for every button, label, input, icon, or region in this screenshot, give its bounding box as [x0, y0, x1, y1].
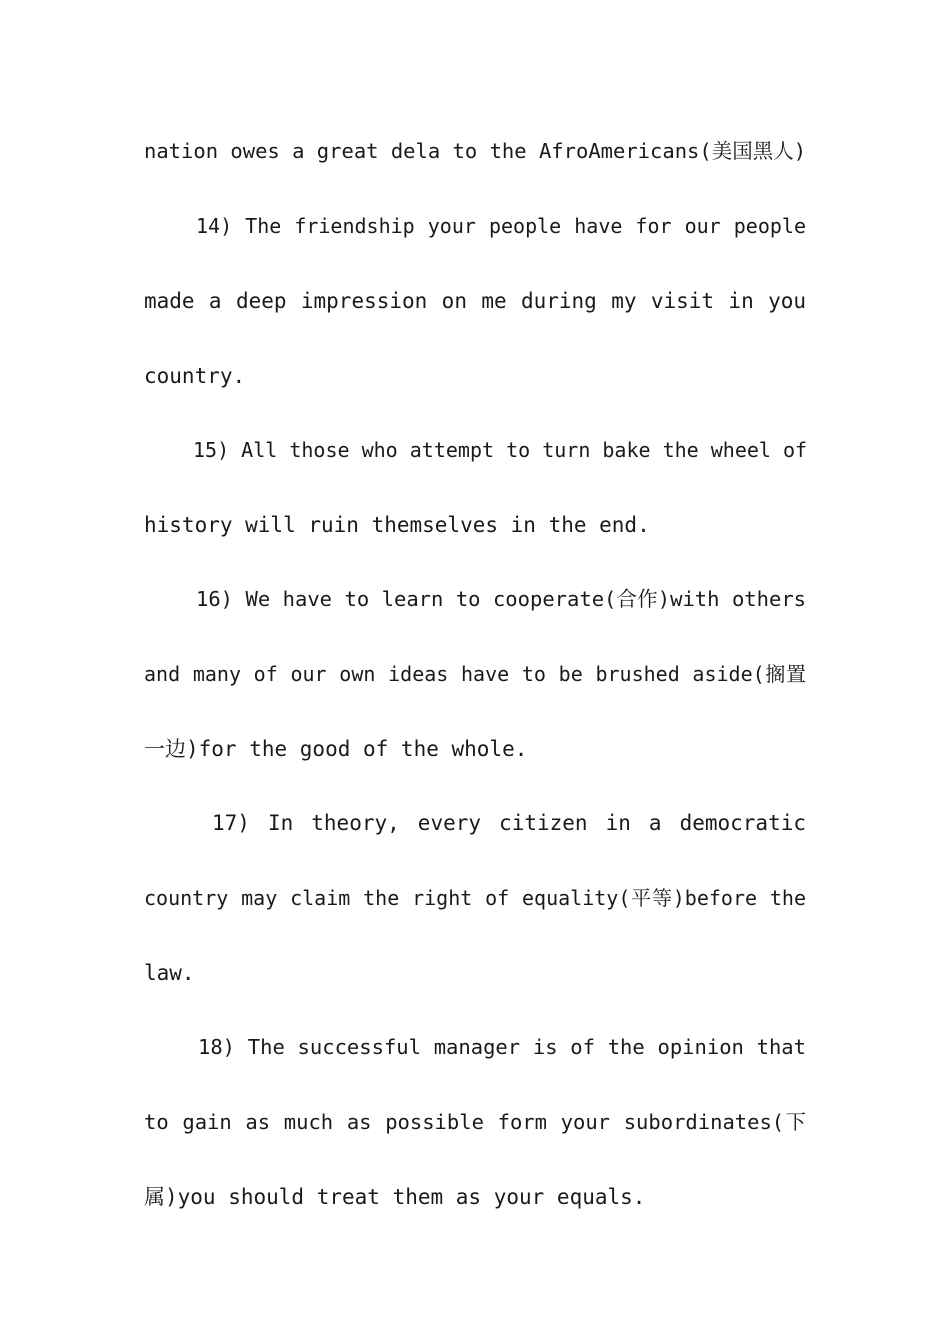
text-line: to gain as much as possible form your subordinates(下: [144, 1110, 806, 1134]
item-14-first-line: 14) The friendship your people have for our people: [196, 214, 806, 238]
text-line: 属)you should treat them as your equals.: [144, 1185, 646, 1209]
item-15-first-line: 15) All those who attempt to turn bake the wheel of: [193, 438, 808, 462]
text-line: 一边)for the good of the whole.: [144, 737, 528, 761]
text-line: made a deep impression on me during my visit in you: [144, 289, 806, 313]
text-line: country may claim the right of equality(平等)before the: [144, 886, 806, 910]
text-line: and many of our own ideas have to be brushed aside(搁置: [144, 662, 806, 686]
text-line: law.: [144, 961, 195, 985]
text-line: country.: [144, 364, 246, 388]
item-17-first-line: 17) In theory, every citizen in a democratic: [212, 811, 806, 835]
item-16-first-line: 16) We have to learn to cooperate(合作)with others: [196, 587, 806, 611]
text-line: history will ruin themselves in the end.: [144, 513, 650, 537]
item-18-first-line: 18) The successful manager is of the opinion that: [198, 1035, 806, 1059]
text-line: nation owes a great dela to the AfroAmericans(美国黑人): [144, 139, 807, 163]
